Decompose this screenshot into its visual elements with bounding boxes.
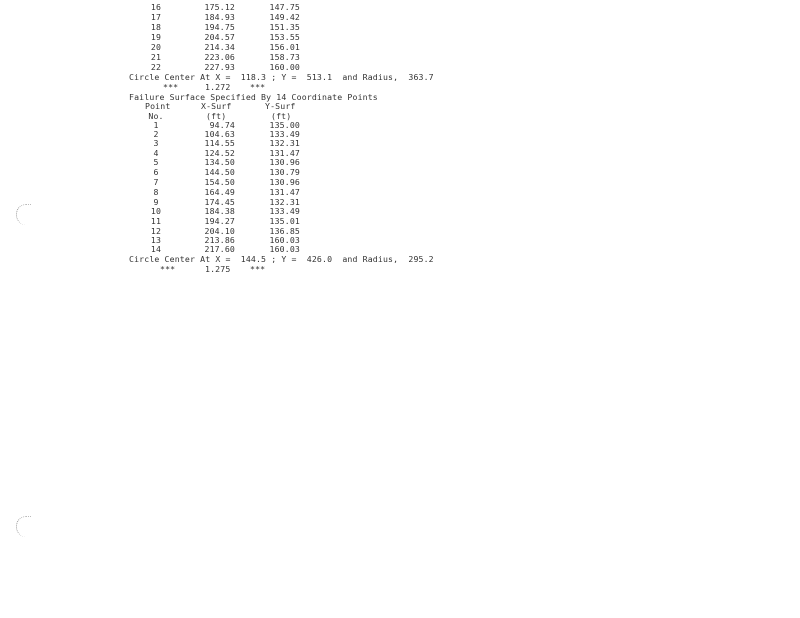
x-surf-value: 204.10 — [204, 226, 235, 236]
table-row — [0, 2, 300, 12]
point-no: 16 — [150, 2, 162, 12]
x-surf-value: 114.55 — [204, 138, 235, 148]
point-no: 17 — [150, 12, 162, 22]
point-no: 3 — [153, 138, 159, 148]
x-surf-header: X-Surf — [201, 101, 232, 111]
table-row — [0, 12, 300, 22]
point-no: 2 — [153, 129, 159, 139]
x-surf-value: 214.34 — [204, 42, 235, 52]
factor-of-safety-line — [0, 82, 266, 92]
y-surf-value: 135.00 — [269, 120, 300, 130]
y-surf-value: 133.49 — [269, 129, 300, 139]
y-surf-header: Y-Surf — [265, 101, 296, 111]
point-no: 12 — [150, 226, 162, 236]
y-surf-value: 158.73 — [269, 52, 300, 62]
y-surf-value: 132.31 — [269, 138, 300, 148]
hole-punch-mark-top — [16, 204, 31, 225]
point-no: 8 — [153, 187, 159, 197]
point-no: 21 — [150, 52, 162, 62]
x-surf-value: 134.50 — [204, 157, 235, 167]
table-row — [0, 177, 300, 187]
y-surf-value: 131.47 — [269, 187, 300, 197]
x-unit-header: (ft) — [206, 111, 227, 121]
circle-center-line: Circle Center At X = 118.3 ; Y = 513.1 and Radius, 363.7 — [129, 72, 434, 82]
x-surf-value: 175.12 — [204, 2, 235, 12]
table-row — [0, 244, 300, 254]
x-surf-value: 144.50 — [204, 167, 235, 177]
y-surf-value: 156.01 — [269, 42, 300, 52]
x-surf-value: 184.38 — [204, 206, 235, 216]
x-surf-value: 194.27 — [204, 216, 235, 226]
point-no: 1 — [153, 120, 159, 130]
x-surf-value: 94.74 — [209, 120, 235, 130]
point-no: 10 — [150, 206, 162, 216]
point-no: 14 — [150, 244, 162, 254]
x-surf-value: 164.49 — [204, 187, 235, 197]
x-surf-value: 124.52 — [204, 148, 235, 158]
y-surf-value: 160.00 — [269, 62, 300, 72]
point-no: 19 — [150, 32, 162, 42]
fs-stars-left: *** — [160, 264, 176, 274]
y-surf-value: 130.96 — [269, 177, 300, 187]
column-headers-row-1 — [0, 101, 296, 111]
point-header: Point — [145, 101, 171, 111]
y-surf-value: 131.47 — [269, 148, 300, 158]
point-no: 22 — [150, 62, 162, 72]
y-surf-value: 136.85 — [269, 226, 300, 236]
point-no-header: No. — [148, 111, 164, 121]
table-row — [0, 187, 300, 197]
factor-of-safety-value: 1.272 — [205, 82, 231, 92]
x-surf-value: 154.50 — [204, 177, 235, 187]
factor-of-safety-line — [0, 264, 266, 274]
point-no: 11 — [150, 216, 162, 226]
y-surf-value: 151.35 — [269, 22, 300, 32]
x-surf-value: 213.86 — [204, 235, 235, 245]
x-surf-value: 223.06 — [204, 52, 235, 62]
hole-punch-mark-bottom — [16, 516, 31, 537]
table-row — [0, 138, 300, 148]
y-unit-header: (ft) — [271, 111, 292, 121]
y-surf-value: 130.79 — [269, 167, 300, 177]
x-surf-value: 194.75 — [204, 22, 235, 32]
y-surf-value: 130.96 — [269, 157, 300, 167]
fs-stars-left: *** — [163, 82, 179, 92]
point-no: 18 — [150, 22, 162, 32]
table-row — [0, 157, 300, 167]
factor-of-safety-value: 1.275 — [205, 264, 231, 274]
y-surf-value: 149.42 — [269, 12, 300, 22]
table-row — [0, 167, 300, 177]
y-surf-value: 160.03 — [269, 235, 300, 245]
y-surf-value: 132.31 — [269, 197, 300, 207]
point-no: 4 — [153, 148, 159, 158]
x-surf-value: 184.93 — [204, 12, 235, 22]
failure-surface-heading: Failure Surface Specified By 14 Coordinate Points — [129, 92, 378, 102]
y-surf-value: 135.01 — [269, 216, 300, 226]
x-surf-value: 217.60 — [204, 244, 235, 254]
point-no: 13 — [150, 235, 162, 245]
fs-stars-right: *** — [250, 264, 266, 274]
point-no: 5 — [153, 157, 159, 167]
table-row — [0, 52, 300, 62]
point-no: 9 — [153, 197, 159, 207]
table-row — [0, 62, 300, 72]
x-surf-value: 204.57 — [204, 32, 235, 42]
point-no: 7 — [153, 177, 159, 187]
point-no: 20 — [150, 42, 162, 52]
circle-center-line: Circle Center At X = 144.5 ; Y = 426.0 and Radius, 295.2 — [129, 254, 434, 264]
x-surf-value: 104.63 — [204, 129, 235, 139]
table-row — [0, 32, 300, 42]
y-surf-value: 153.55 — [269, 32, 300, 42]
table-row — [0, 22, 300, 32]
fs-stars-right: *** — [250, 82, 266, 92]
point-no: 6 — [153, 167, 159, 177]
y-surf-value: 147.75 — [269, 2, 300, 12]
y-surf-value: 160.03 — [269, 244, 300, 254]
x-surf-value: 227.93 — [204, 62, 235, 72]
x-surf-value: 174.45 — [204, 197, 235, 207]
table-row — [0, 42, 300, 52]
y-surf-value: 133.49 — [269, 206, 300, 216]
